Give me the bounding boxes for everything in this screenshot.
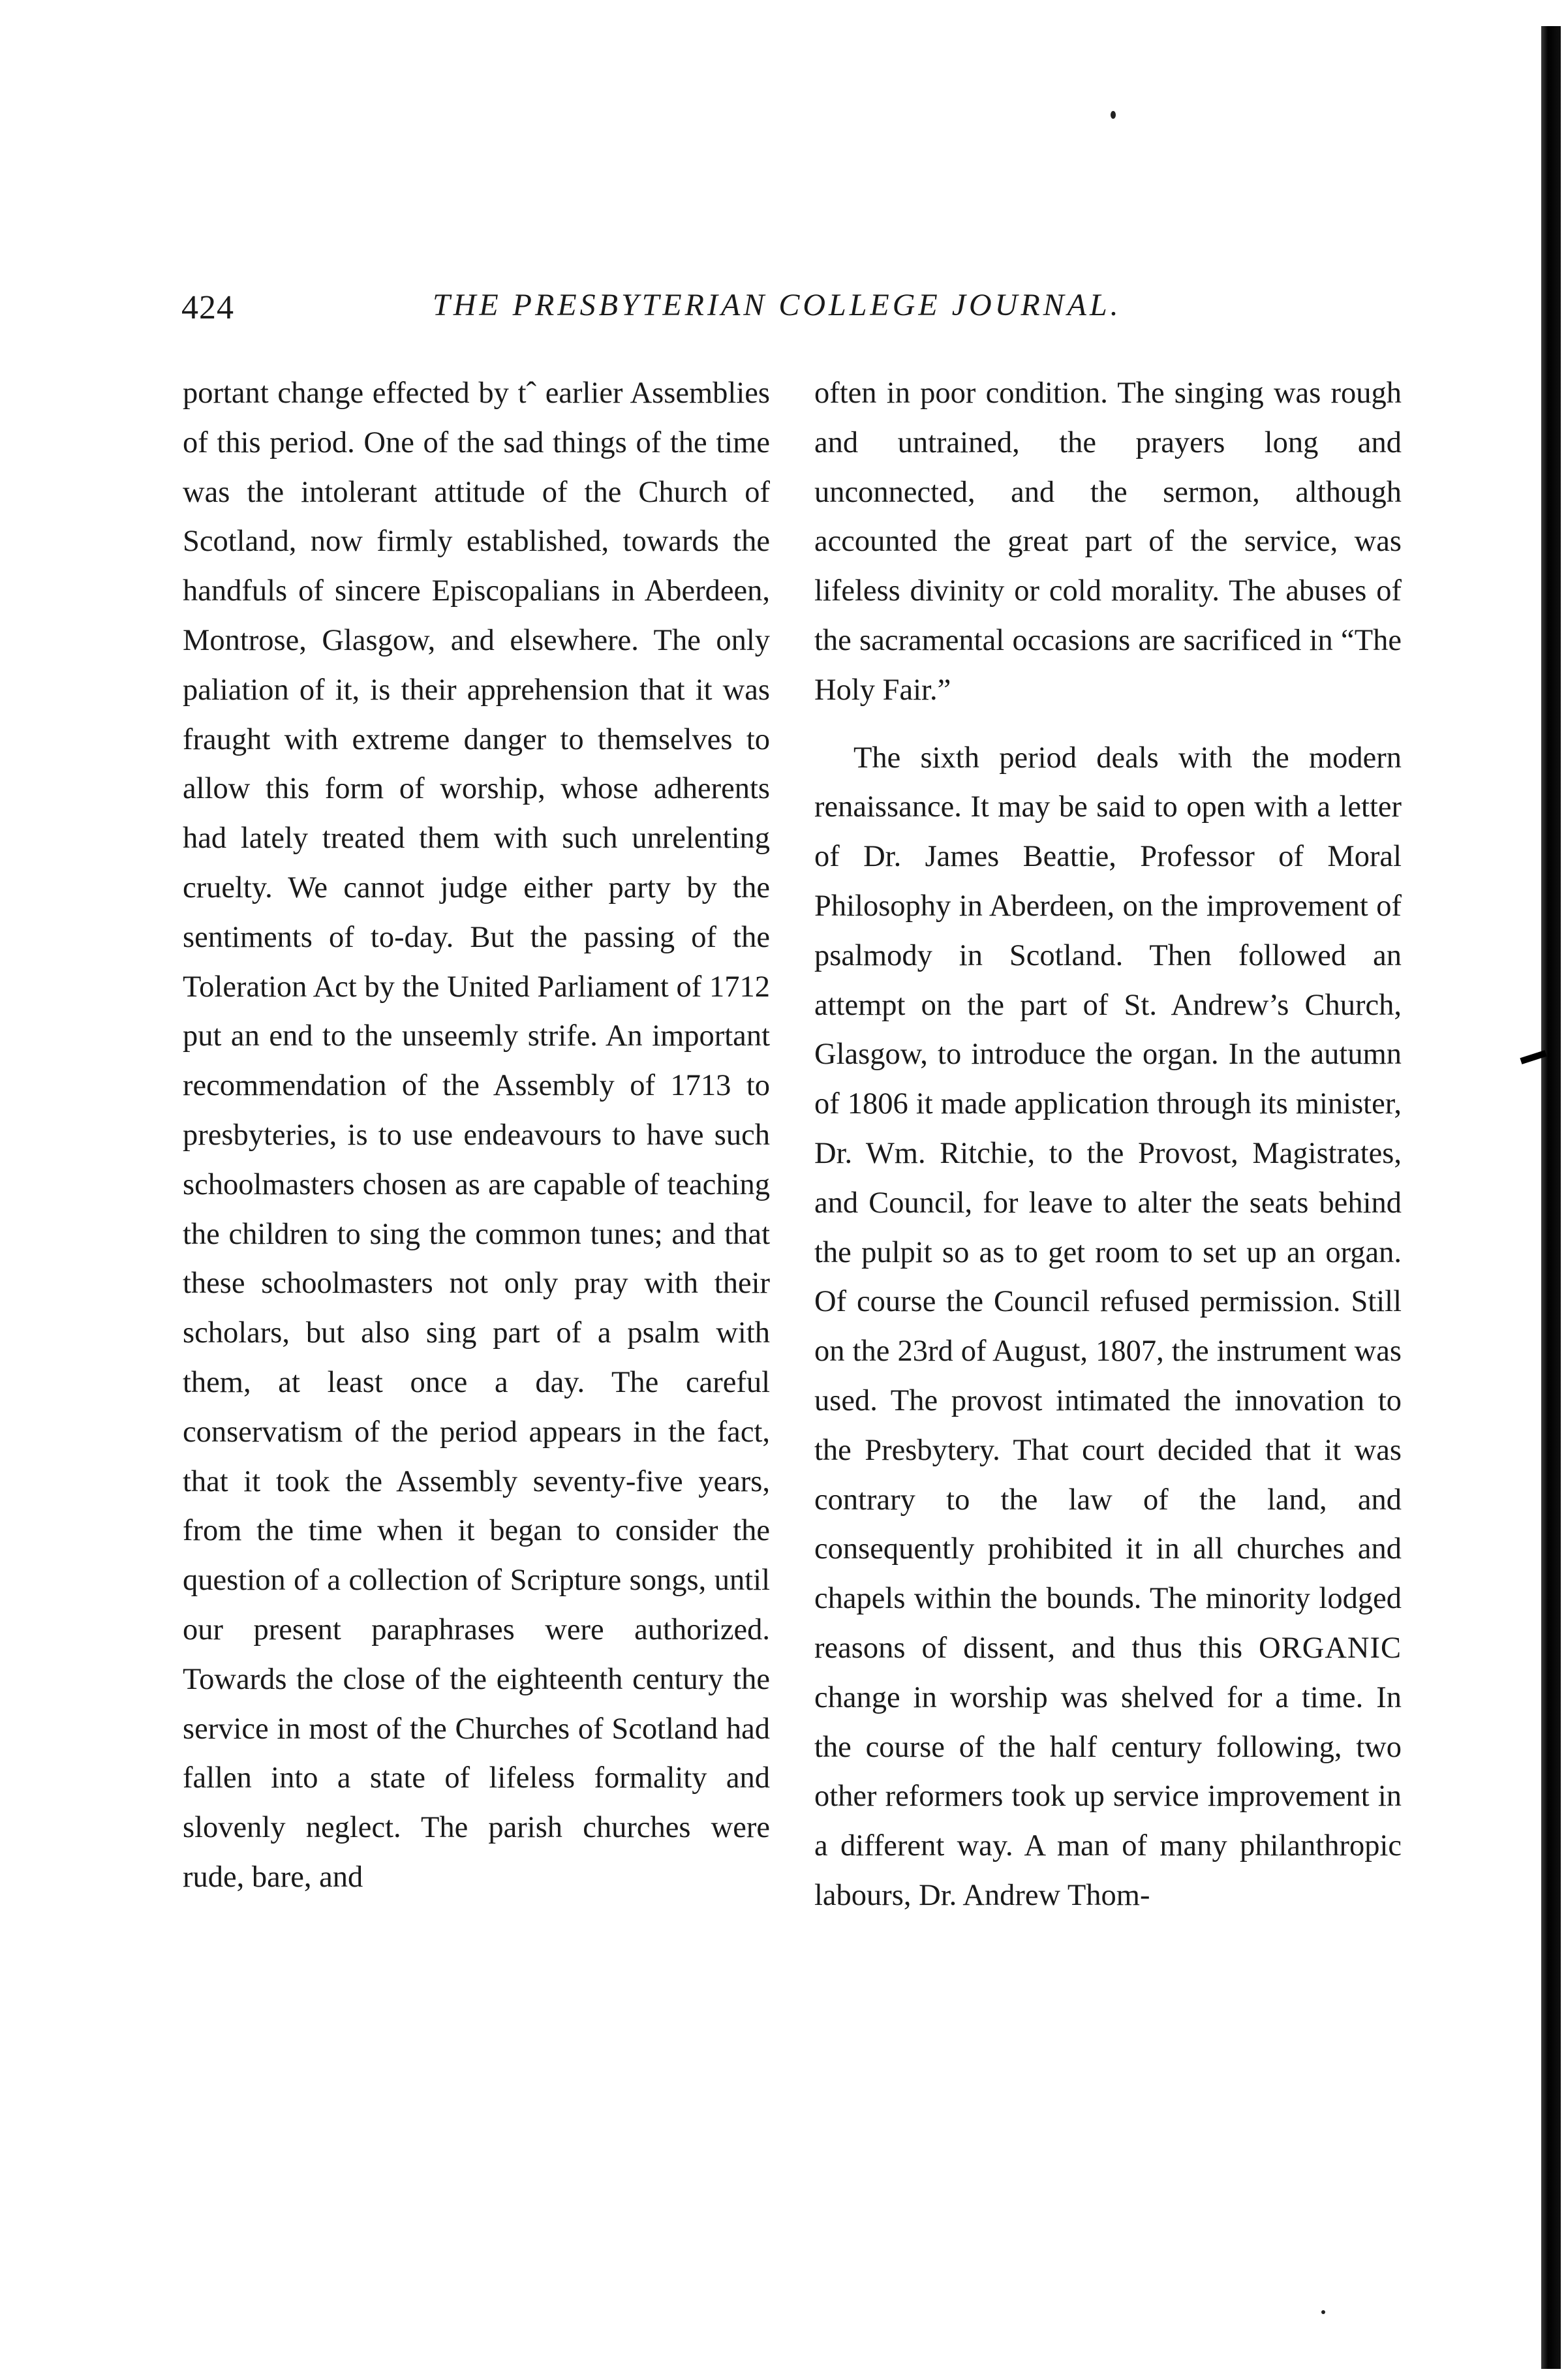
page-header [181, 282, 1395, 341]
page-number: 424 [181, 289, 234, 326]
left-column [183, 369, 770, 1902]
paragraph-text: change in worship was shelved for a time. In the course of the half century following, two other reformers took up service improvement in a different way. A man of many philanthropic labours, Dr. Andrew Thom- [814, 1680, 1402, 1912]
running-title: THE PRESBYTERIAN COLLEGE JOURNAL. [433, 288, 1122, 322]
paragraph: often in poor condition. The singing was rough and untrained, the prayers long and unconnected, and the sermon, although accounted the great part of the service, was lifeless divinity or cold morality. The abuses of the sacramental occasions are sacrificed in “The Holy Fair.” [814, 377, 1402, 707]
paragraph-text: The sixth period deals with the modern renaissance. It may be said to open with a letter of Dr. James Beattie, Professor of Moral Philosophy in Aberdeen, on the improvement of psalmody in Scotland. Then followed an attempt on the part of St. Andrew’s Church, Glasgow, to introduce the organ. In the autumn of 1806 it made application through its minister, Dr. Wm. Ritchie, to the Provost, Magistrates, and Council, for leave to alter the seats behind the pulpit so as to get room to set up an organ. Of course the Council refused permission. Still on the 23rd of August, 1807, the instrument was used. The provost intimated the innovation to the Presbytery. That court decided that it was contrary to the law of the land, and consequently prohibited it in all churches and chapels within the bounds. The minority lodged reasons of dissent, and thus this [814, 741, 1402, 1665]
ink-speck [1321, 2310, 1325, 2314]
paragraph [814, 734, 1402, 1921]
small-caps-word: ORGANIC [1259, 1631, 1402, 1665]
right-column [814, 369, 1402, 1921]
paragraph: portant change effected by tˆ earlier Assemblies of this period. One of the sad things of the time was the intolerant attitude of the Church of Scotland, now firmly established, towards the handfuls of sincere Episcopalians in Aberdeen, Montrose, Glasgow, and elsewhere. The only paliation of it, is their apprehension that it was fraught with extreme danger to themselves to allow this form of worship, whose adherents had lately treated them with such unrelenting cruelty. We cannot judge either party by the sentiments of to-day. But the passing of the Toleration Act by the United Parliament of 1712 put an end to the unseemly strife. An important recommendation of the Assembly of 1713 to presbyteries, is to use endeavours to have such schoolmasters chosen as are capable of teaching the children to sing the common tunes; and that these schoolmasters not only pray with their scholars, but also sing part of a psalm with them, at least once a day. The careful conservatism of the period appears in the fact, that it took the Assembly seventy-five years, from the time when it began to consider the question of a collection of Scripture songs, until our present paraphrases were authorized. Towards the close of the eighteenth century the service in most of the Churches of Scotland had fallen into a state of lifeless formality and slovenly neglect. The parish churches were rude, bare, and [183, 377, 770, 1894]
binding-shadow [1541, 26, 1561, 2369]
ink-speck [1111, 111, 1116, 119]
